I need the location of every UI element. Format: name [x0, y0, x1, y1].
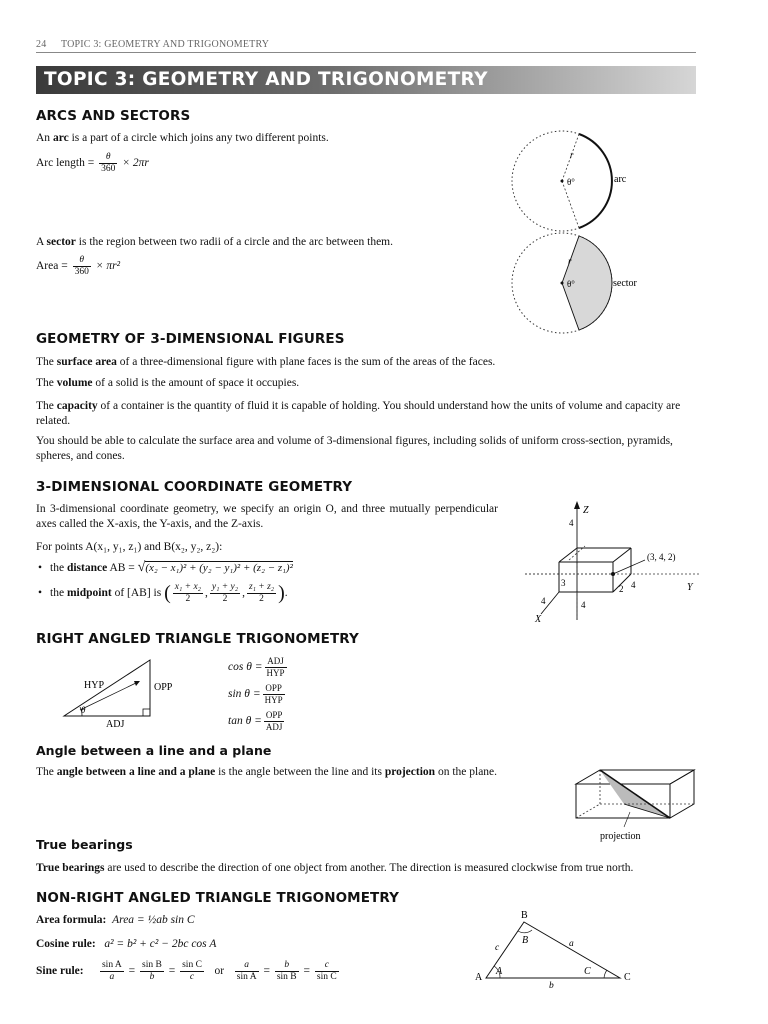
surface-volume-note: You should be able to calculate the surface area and volume of 3-dimensional figures, including solids of uniform cross-section, pyramids, spheres, and cones.	[36, 435, 673, 462]
right-triangle-figure	[58, 652, 188, 732]
label-point: (3, 4, 2)	[647, 552, 676, 562]
projection-label: projection	[600, 831, 641, 842]
midpoint-formula: • the midpoint of [AB] is ( $\frac{\text{x₁ + x₂}}{2}$ , $\frac{\text{y₁ + y₂}}{2}$ , $\frac{\text{z₁ + z₂}}{2}$ ).	[38, 582, 288, 604]
tan-ratio: tan θ = $\frac{\text{OPP}}{\text{ADJ}}$	[228, 710, 283, 732]
sector-definition: A sector is the region between two radii of a circle and the arc between them.	[36, 236, 393, 248]
running-header	[36, 39, 269, 50]
triangle-abc	[486, 922, 620, 978]
cos-ratio: cos θ = $\frac{\text{ADJ}}{\text{HYP}}$	[228, 656, 285, 678]
sector-r-label: r	[568, 256, 572, 266]
label-3: 3	[561, 578, 566, 588]
coordinate-intro: In 3-dimensional coordinate geometry, we specify an origin O, and three mutually perpendicular axes called the X-axis, the Y-axis, and the Z-axis.	[36, 503, 498, 530]
page-number: 24	[36, 39, 47, 50]
side-a: a	[569, 939, 574, 949]
heading-true-bearings: True bearings	[36, 837, 133, 852]
heading-3d-figures: GEOMETRY OF 3-DIMENSIONAL FIGURES	[36, 331, 345, 347]
angle-B: B	[522, 935, 529, 946]
arc-definition: An arc is a part of a circle which joins any two different points.	[36, 132, 329, 144]
label-4-base: 4	[581, 600, 586, 610]
label-y: Y	[687, 582, 693, 593]
arc-r-label: r	[570, 150, 574, 160]
sector-label: sector	[613, 278, 637, 289]
topic-banner	[36, 66, 696, 94]
running-title: TOPIC 3: GEOMETRY AND TRIGONOMETRY	[60, 39, 270, 50]
line-plane-figure	[570, 766, 700, 844]
arc-sector-figures	[500, 128, 660, 340]
label-adj: ADJ	[106, 719, 125, 730]
label-hyp: HYP	[84, 680, 105, 691]
distance-formula: • the distance AB = √(x₂ − x₁)² + (y₂ − y₁)² + (z₂ − z₁)²	[38, 560, 293, 575]
vertex-A: A	[475, 972, 483, 983]
heading-right-trig: RIGHT ANGLED TRIANGLE TRIGONOMETRY	[36, 631, 359, 647]
sector-area-formula: Area = $\frac{\theta}{360}$ × πr²	[36, 255, 121, 277]
vertex-B: B	[521, 910, 528, 921]
arc-length-formula: Arc length = $\frac{\theta}{360}$ × 2πr	[36, 152, 149, 174]
sine-rule: Sine rule: $\frac{\text{sin A}}{a}$ = $\frac{\text{sin B}}{b}$ = $\frac{\text{sin C}}{c}$ or $\frac{a}{\text{sin A}}$ = $\frac{b}{\text{sin B}}$ = $\frac{c}{\text{sin C}}$	[36, 960, 337, 982]
right-triangle	[64, 660, 150, 716]
side-c: c	[495, 943, 500, 953]
arc-theta-label: θ°	[567, 177, 575, 187]
label-2: 2	[619, 584, 624, 594]
points-statement: For points A(x₁, y₁, z₁) and B(x₂, y₂, z₂):	[36, 541, 223, 553]
angle-C: C	[584, 966, 591, 977]
heading-nonright-trig: NON-RIGHT ANGLED TRIANGLE TRIGONOMETRY	[36, 890, 399, 906]
cosine-rule: Cosine rule: a² = b² + c² − 2bc cos A	[36, 938, 217, 950]
volume-definition: The volume of a solid is the amount of space it occupies.	[36, 377, 300, 389]
surface-area-definition: The surface area of a three-dimensional figure with plane faces is the sum of the areas of the faces.	[36, 356, 496, 368]
heading-line-plane: Angle between a line and a plane	[36, 743, 272, 758]
arc-highlight	[579, 134, 612, 228]
label-4-x: 4	[541, 596, 546, 606]
line-plane-text: The angle between a line and a plane is the angle between the line and its projection on the plane.	[36, 766, 498, 778]
vertex-C: C	[624, 972, 631, 983]
coordinate-box-figure	[515, 498, 715, 628]
heading-arcs-sectors: ARCS AND SECTORS	[36, 108, 191, 124]
heading-3d-coordinates: 3-DIMENSIONAL COORDINATE GEOMETRY	[36, 479, 353, 495]
label-x: X	[535, 614, 542, 625]
label-z: Z	[583, 505, 589, 516]
label-theta: θ	[81, 705, 86, 715]
capacity-definition: The capacity of a container is the quantity of fluid it is capable of holding. You should understand how the units of volume and capacity are related.	[36, 400, 681, 427]
line	[600, 770, 670, 818]
label-4-z: 4	[569, 518, 574, 528]
header-rule	[36, 52, 696, 53]
label-4-y: 4	[631, 580, 636, 590]
sin-ratio: sin θ = $\frac{\text{OPP}}{\text{HYP}}$	[228, 683, 283, 705]
sector-theta-label: θ°	[567, 279, 575, 289]
angle-A: A	[496, 966, 503, 977]
arc-label: arc	[614, 174, 627, 185]
area-formula: Area formula: Area = ½ab sin C	[36, 914, 195, 926]
label-opp: OPP	[154, 682, 173, 693]
nonright-triangle-figure	[470, 910, 640, 990]
true-bearings-text: True bearings are used to describe the direction of one object from another. The direction is measured clockwise from true north.	[36, 862, 634, 874]
side-b: b	[549, 981, 554, 990]
topic-title: TOPIC 3: GEOMETRY AND TRIGONOMETRY	[44, 69, 488, 90]
